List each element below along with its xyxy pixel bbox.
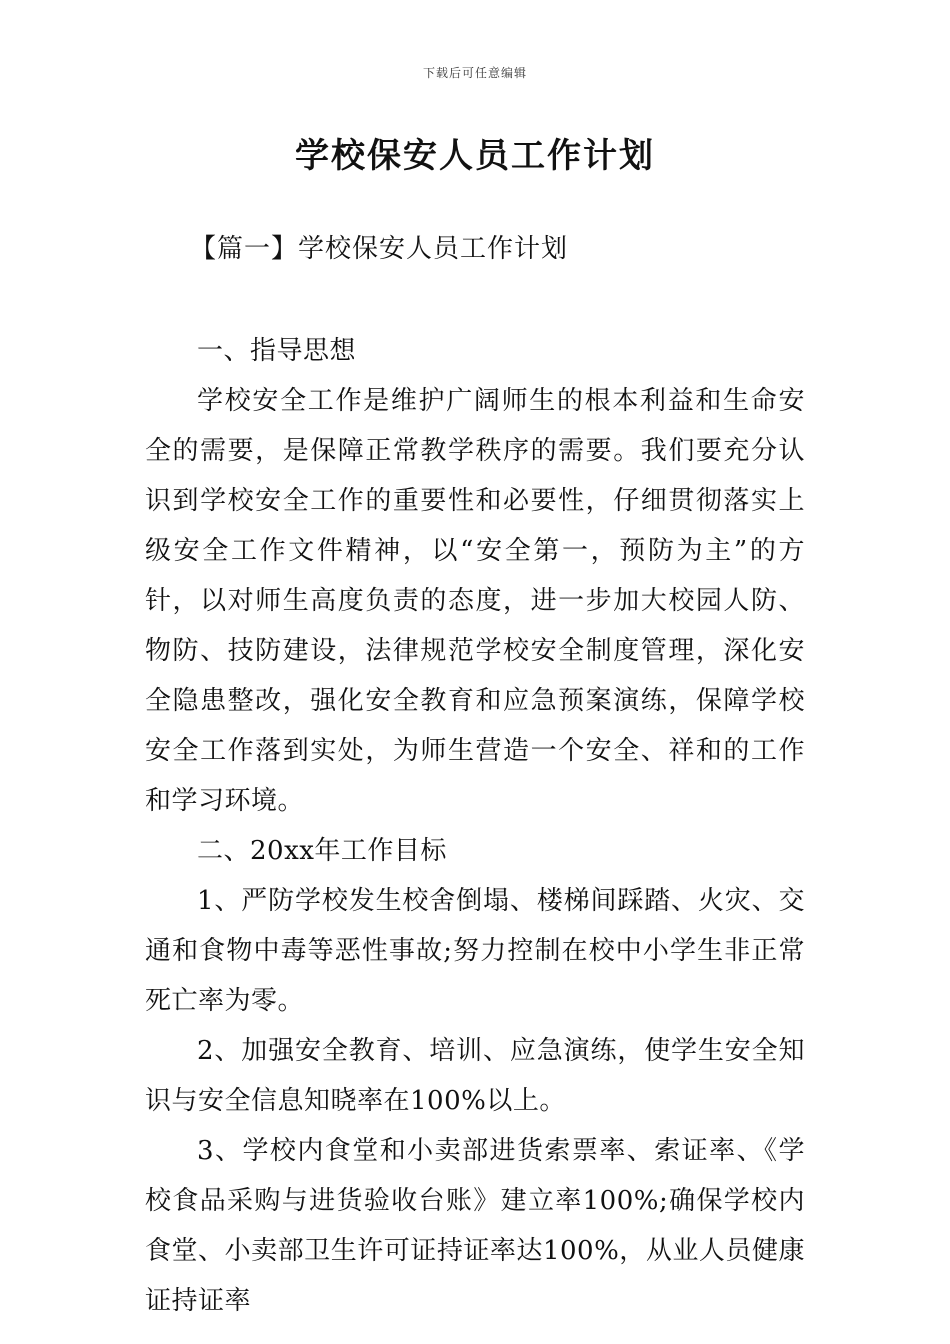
paragraph-goal-3: 3、学校内食堂和小卖部进货索票率、索证率、《学校食品采购与进货验收台账》建立率100%;确保学校内食堂、小卖部卫生许可证持证率达100%，从业人员健康证持证率 [145, 1136, 805, 1316]
paragraph-guiding-ideology: 学校安全工作是维护广阔师生的根本利益和生命安全的需要，是保障正常教学秩序的需要。我们要充分认识到学校安全工作的重要性和必要性，仔细贯彻落实上级安全工作文件精神，以“安全第一，预防为主”的方针，以对师生高度负责的态度，进一步加大校园人防、物防、技防建设，法律规范学校安全制度管理，深化安全隐患整改，强化安全教育和应急预案演练，保障学校安全工作落到实处，为师生营造一个安全、祥和的工作和学习环境。 [145, 386, 805, 816]
document-title: 学校保安人员工作计划 [295, 136, 655, 176]
section-heading-work-goals: 二、20xx年工作目标 [197, 836, 447, 866]
header-note: 下载后可任意编辑 [422, 66, 527, 80]
section-heading-guiding-ideology: 一、指导思想 [197, 336, 357, 366]
paragraph-goal-2: 2、加强安全教育、培训、应急演练，使学生安全知识与安全信息知晓率在100%以上。 [145, 1036, 805, 1116]
document-body [145, 326, 805, 1326]
chapter-heading: 【篇一】学校保安人员工作计划 [190, 234, 569, 264]
paragraph-goal-1: 1、严防学校发生校舍倒塌、楼梯间踩踏、火灾、交通和食物中毒等恶性事故;努力控制在校中小学生非正常死亡率为零。 [145, 886, 805, 1016]
